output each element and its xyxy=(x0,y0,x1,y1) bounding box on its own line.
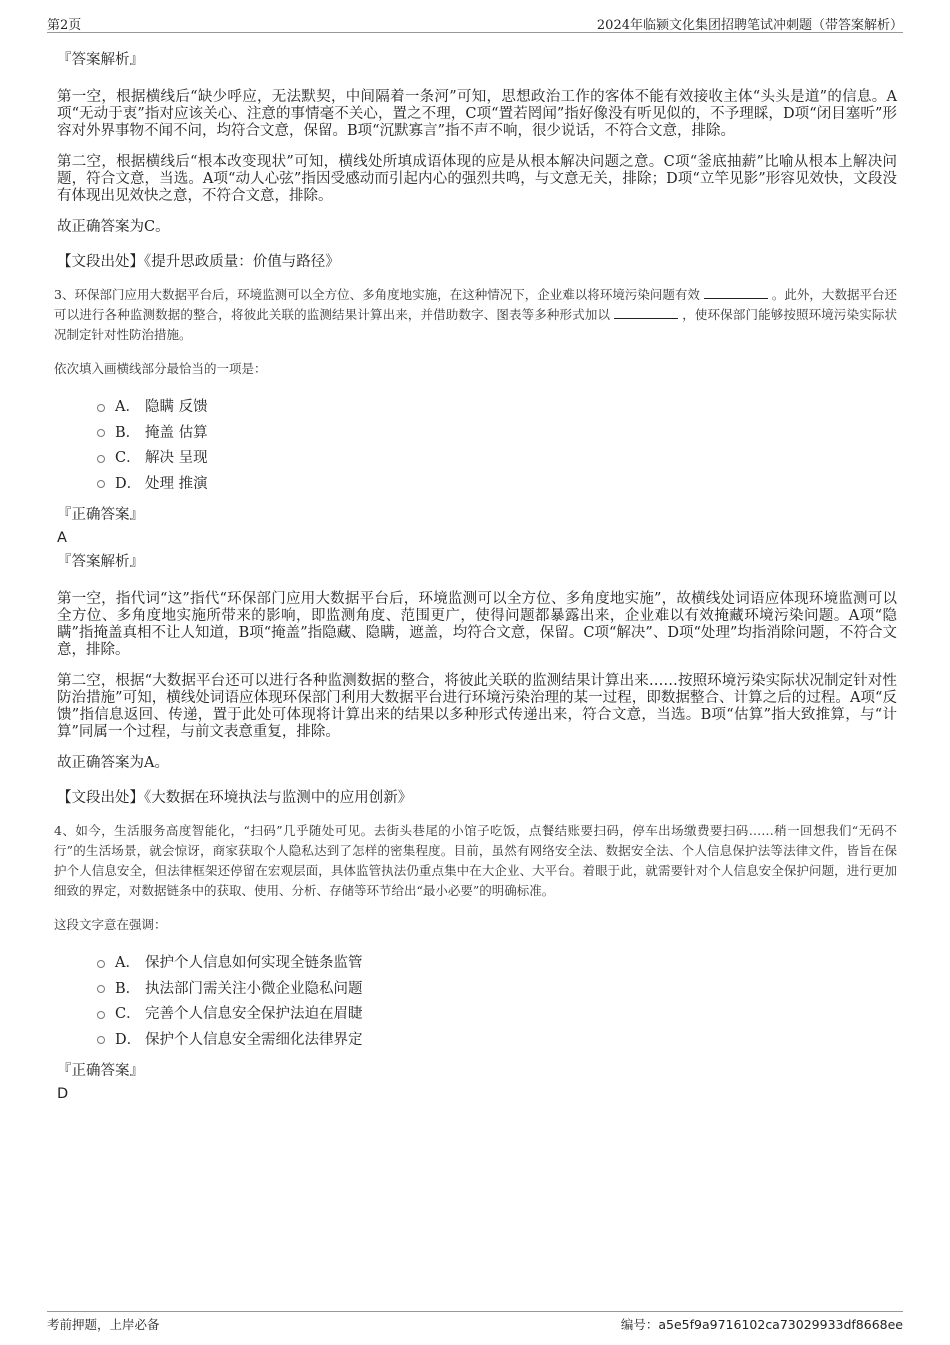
fill-blank xyxy=(704,286,768,299)
fill-blank xyxy=(614,306,678,319)
radio-button[interactable] xyxy=(97,429,105,437)
conclusion: 故正确答案为C。 xyxy=(57,219,170,235)
option-a[interactable]: A． 保护个人信息如何实现全链条监管 xyxy=(97,951,897,977)
document-id: 编号：a5e5f9a9716102ca73029933df8668ee xyxy=(620,1317,903,1332)
question-3-options xyxy=(97,395,897,497)
footer-slogan: 考前押题，上岸必备 xyxy=(47,1317,160,1332)
option-c[interactable]: C． 完善个人信息安全保护法迫在眉睫 xyxy=(97,1002,897,1028)
question-4-stem: 4、如今，生活服务高度智能化，“扫码”几乎随处可见。去街头巷尾的小馆子吃饭，点餐结账要扫码，停车出场缴费要扫码……稍一回想我们“无码不行”的生活场景，就会惊讶，商家获取个人隐私达到了怎样的密集程度。目前，虽然有网络安全法、数据安全法、个人信息保护法等法律文件，皆旨在保护个人信息安全，但法律框架还停留在宏观层面，具体监管执法仍重点集中在大企业、大平台。着眼于此，就需要针对个人信息安全保护问题，进行更加细致的界定，对数据链条中的获取、使用、分析、存储等环节给出“最小必要”的明确标准。 xyxy=(54,823,897,898)
conclusion: 故正确答案为A。 xyxy=(57,755,169,771)
source-citation: 【文段出处】《提升思政质量：价值与路径》 xyxy=(57,254,340,270)
answer-heading: 『正确答案』 xyxy=(57,1063,144,1079)
analysis-paragraph: 第一空，指代词“这”指代“环保部门应用大数据平台后，环境监测可以全方位、多角度地实施”，故横线处词语应体现环境监测可以全方位、多角度地实施所带来的影响，即监测角度、范围更广，使得问题都暴露出来，企业难以有效掩藏环境污染问题。A项“隐瞒”指掩盖真相不让人知道，B项“掩盖”指隐藏、隐瞒，遮盖，均符合文意，保留。C项“解决”、D项“处理”均指消除问题，不符合文意，排除。 xyxy=(57,591,897,658)
option-d[interactable]: D． 处理 推演 xyxy=(97,472,897,498)
radio-button[interactable] xyxy=(97,960,105,968)
analysis-paragraph: 第二空，根据横线后“根本改变现状”可知，横线处所填成语体现的应是从根本解决问题之意。C项“釜底抽薪”比喻从根本上解决问题，符合文意，当选。A项“动人心弦”指因受感动而引起内心的强烈共鸣，与文意无关，排除；D项“立竿见影”形容见效快，文段没有体现出见效快之意，不符合文意，排除。 xyxy=(57,154,897,204)
document-body xyxy=(54,48,897,1106)
document-title: 2024年临颍文化集团招聘笔试冲刺题（带答案解析） xyxy=(596,18,903,33)
option-a[interactable]: A． 隐瞒 反馈 xyxy=(97,395,897,421)
radio-button[interactable] xyxy=(97,404,105,412)
page-footer xyxy=(47,1311,903,1332)
source-citation: 【文段出处】《大数据在环境执法与监测中的应用创新》 xyxy=(57,790,413,806)
question-4-options xyxy=(97,951,897,1053)
correct-answer: A xyxy=(57,530,67,546)
correct-answer: D xyxy=(57,1086,69,1102)
option-d[interactable]: D． 保护个人信息安全需细化法律界定 xyxy=(97,1028,897,1054)
page-number: 第2页 xyxy=(47,18,82,33)
question-3-stem: 3、环保部门应用大数据平台后，环境监测可以全方位、多角度地实施，在这种情况下，企业难以将环境污染问题有效 。此外，大数据平台还可以进行各种监测数据的整合，将彼此关联的监测结果计算出来，并借助数字、图表等多种形式加以 ，使环保部门能够按照环境污染实际状况制定针对性防治措施。 xyxy=(54,287,897,342)
radio-button[interactable] xyxy=(97,455,105,463)
analysis-heading: 『答案解析』 xyxy=(57,554,144,570)
analysis-paragraph: 第一空，根据横线后“缺少呼应，无法默契，中间隔着一条河”可知，思想政治工作的客体不能有效接收主体“头头是道”的信息。A项“无动于衷”指对应该关心、注意的事情毫不关心，置之不理，C项“置若罔闻”指好像没有听见似的，不予理睬，D项“闭目塞听”形容对外界事物不闻不问，均符合文意，保留。B项“沉默寡言”指不声不响，很少说话，不符合文意，排除。 xyxy=(57,89,897,139)
radio-button[interactable] xyxy=(97,985,105,993)
option-c[interactable]: C． 解决 呈现 xyxy=(97,446,897,472)
radio-button[interactable] xyxy=(97,480,105,488)
option-b[interactable]: B． 执法部门需关注小微企业隐私问题 xyxy=(97,977,897,1003)
option-b[interactable]: B． 掩盖 估算 xyxy=(97,421,897,447)
page-header xyxy=(47,12,903,33)
analysis-heading: 『答案解析』 xyxy=(57,52,144,68)
radio-button[interactable] xyxy=(97,1011,105,1019)
question-prompt: 这段文字意在强调： xyxy=(54,917,167,932)
answer-heading: 『正确答案』 xyxy=(57,507,144,523)
radio-button[interactable] xyxy=(97,1036,105,1044)
analysis-paragraph: 第二空，根据“大数据平台还可以进行各种监测数据的整合，将彼此关联的监测结果计算出来……按照环境污染实际状况制定针对性防治措施”可知，横线处词语应体现环保部门利用大数据平台进行环境污染治理的某一过程，即数据整合、计算之后的过程。A项“反馈”指信息返回、传递，置于此处可体现将计算出来的结果以多种形式传递出来，符合文意，当选。B项“估算”指大致推算，与“计算”同属一个过程，与前文表意重复，排除。 xyxy=(57,673,897,740)
question-prompt: 依次填入画横线部分最恰当的一项是： xyxy=(54,361,267,376)
